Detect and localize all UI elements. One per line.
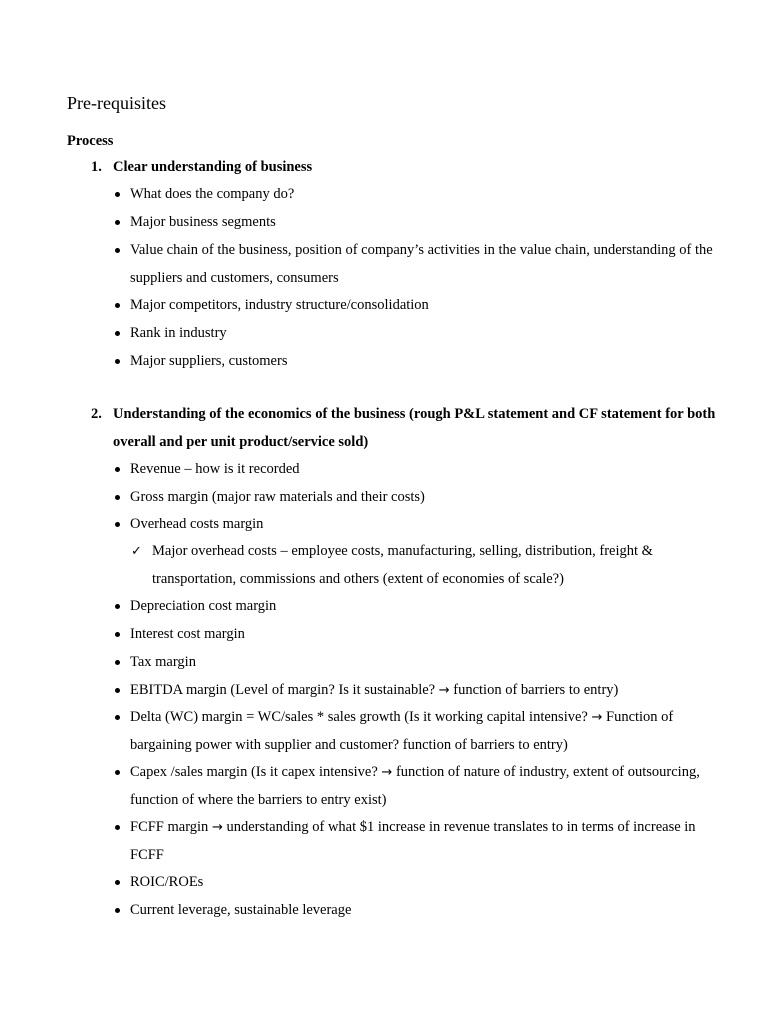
list-item: Delta (WC) margin = WC/sales * sales growth (Is it working capital intensive? → Function of bargaining power with supplier and customer? function of barriers to entry) [130, 709, 674, 753]
sub-list-item: ✓ Major overhead costs – employee costs, manufacturing, selling, distribution, freight & transportation, commissions and others (extent of economies of scale?) [131, 538, 731, 593]
arrow-right-icon: → [211, 820, 223, 835]
arrow-right-icon: → [438, 683, 450, 698]
item-heading: Understanding of the economics of the business (rough P&L statement and CF statement for both overall and per unit product/service sold) [113, 406, 716, 450]
list-item: Gross margin (major raw materials and their costs) [130, 489, 425, 505]
numbered-heading-1 [91, 154, 731, 182]
list-item: Capex /sales margin (Is it capex intensive? → function of nature of industry, extent of outsourcing, function of where the barriers to entry exist) [130, 764, 700, 808]
item-number: 1. [91, 159, 102, 175]
list-item: Current leverage, sustainable leverage [130, 902, 352, 918]
list-item: Rank in industry [130, 325, 227, 341]
list-item: Tax margin [130, 654, 196, 670]
page-title: Pre-requisites [67, 93, 166, 113]
arrow-right-icon: → [591, 710, 603, 725]
item-heading: Clear understanding of business [113, 159, 313, 175]
list-item: Major competitors, industry structure/consolidation [130, 297, 429, 313]
checkmark-icon: ✓ [131, 544, 142, 559]
list-item: Major suppliers, customers [130, 353, 288, 369]
arrow-right-icon: → [381, 765, 393, 780]
numbered-heading-2 [91, 401, 731, 456]
list-item: ROIC/ROEs [130, 874, 204, 890]
list-item: Overhead costs margin [130, 516, 264, 532]
list-item: Major business segments [130, 214, 276, 230]
item-number: 2. [91, 406, 102, 422]
list-item: FCFF margin → understanding of what $1 increase in revenue translates to in terms of increase in FCFF [130, 819, 696, 863]
list-item: Revenue – how is it recorded [130, 461, 300, 477]
list-item: Value chain of the business, position of company’s activities in the value chain, understanding of the suppliers and customers, consumers [130, 242, 713, 286]
list-item: What does the company do? [130, 186, 295, 202]
section-label: Process [67, 133, 114, 149]
list-item: Depreciation cost margin [130, 598, 277, 614]
list-item: Interest cost margin [130, 626, 245, 642]
list-item: EBITDA margin (Level of margin? Is it sustainable? → function of barriers to entry) [130, 682, 619, 698]
